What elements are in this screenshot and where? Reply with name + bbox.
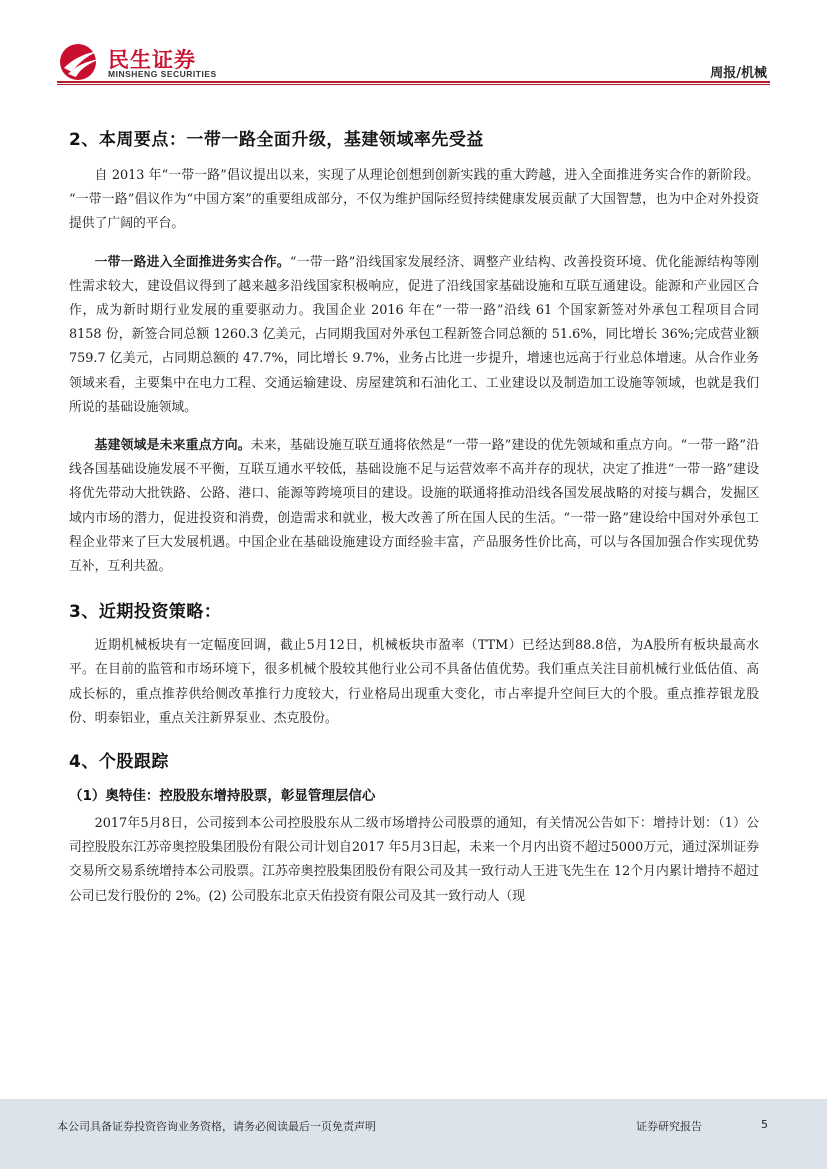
section-2-paragraph-2 — [69, 251, 759, 420]
section-3-title: 3、近期投资策略： — [69, 602, 222, 623]
section-4-title: 4、个股跟踪 — [69, 752, 169, 773]
header-divider-thin — [57, 84, 770, 85]
footer-report-label: 证券研究报告 — [636, 1120, 702, 1133]
paragraph-2-body: “一带一路”沿线国家发展经济、调整产业结构、改善投资环境、优化能源结构等刚性需求较大，建设倡议得到了越来越多沿线国家积极响应，促进了沿线国家基础设施和互联互通建设。能源和产业园区合作，成为新时期行业发展的重要驱动力。我国企业 2016 年在“一带一路”沿线 61 个国家新签对外承包工程项目合同 8158 份，新签合同总额 1260.3 亿美元，占同期我国对外承包工程新签合同总额的 51.6%，同比增长 36%;完成营业额 759.7 亿美元，占同期总额的 47.7%，同比增长 9.7%，业务占比进一步提升，增速也远高于行业总体增速。从合作业务领域来看，主要集中在电力工程、交通运输建设、房屋建筑和石油化工、工业建设以及制造加工设施等领域，也就是我们所说的基础设施领域。 — [69, 254, 759, 415]
report-type: 周报/机械 — [710, 66, 767, 81]
paragraph-2-lead: 一带一路进入全面推进务实合作。 — [94, 254, 290, 270]
section-4-paragraph-1: 2017年5月8日，公司接到本公司控股股东从二级市场增持公司股票的通知，有关情况公告如下：增持计划：（1）公司控股股东江苏帝奥控股集团股份有限公司计划自2017 年5月3日起，未来一个月内出资不超过5000万元，通过深圳证券交易所交易系统增持本公司股票。江苏帝奥控股集团股份有限公司及其一致行动人王进飞先生在 12个月内累计增持不超过公司已发行股份的 2%。(2) 公司股东北京天佑投资有限公司及其一致行动人（现 — [69, 816, 759, 904]
paragraph-3-lead: 基建领域是未来重点方向。 — [94, 438, 251, 454]
section-2-title: 2、本周要点：一带一路全面升级，基建领域率先受益 — [69, 130, 484, 150]
logo-chinese-name: 民生证券 — [108, 48, 196, 72]
page-number: 5 — [761, 1118, 768, 1131]
footer-disclaimer: 本公司具备证券投资咨询业务资格，请务必阅读最后一页免责声明 — [57, 1120, 376, 1133]
section-4-subtitle-1: （1）奥特佳：控股股东增持股票，彰显管理层信心 — [69, 788, 376, 805]
page-header — [0, 0, 827, 90]
section-2-paragraph-1: 自 2013 年“一带一路”倡议提出以来，实现了从理论创想到创新实践的重大跨越，进入全面推进务实合作的新阶段。 “一带一路”倡议作为“中国方案”的重要组成部分，不仅为维护国际经贸持续健康发展贡献了大国智慧，也为中企对外投资提供了广阔的平台。 — [69, 168, 759, 232]
section-2-paragraph-3 — [69, 434, 759, 579]
minsheng-logo-icon — [58, 42, 102, 82]
minsheng-logo — [58, 42, 218, 82]
header-divider — [57, 81, 770, 83]
report-body — [69, 125, 760, 909]
page-footer — [0, 1099, 827, 1169]
section-3-paragraph-1: 近期机械板块有一定幅度回调，截止5月12日，机械板块市盈率（TTM）已经达到88.8倍，为A股所有板块最高水平。在目前的监管和市场环境下，很多机械个股较其他行业公司不具备估值优势。我们重点关注目前机械行业低估值、高成长标的，重点推荐供给侧改革推行力度较大，行业格局出现重大变化，市占率提升空间巨大的个股。重点推荐银龙股份、明泰铝业，重点关注新界泵业、杰克股份。 — [69, 638, 759, 726]
paragraph-3-body: 未来，基础设施互联互通将依然是“一带一路”建设的优先领域和重点方向。“一带一路”沿线各国基础设施发展不平衡，互联互通水平较低，基础设施不足与运营效率不高并存的现状，决定了推进“一带一路”建设将优先带动大批铁路、公路、港口、能源等跨境项目的建设。设施的联通将推动沿线各国发展战略的对接与耦合，发掘区域内市场的潜力，促进投资和消费，创造需求和就业，极大改善了所在国人民的生活。“一带一路”建设给中国对外承包工程企业带来了巨大发展机遇。中国企业在基础设施建设方面经验丰富，产品服务性价比高，可以与各国加强合作实现优势互补，互利共盈。 — [69, 438, 760, 575]
logo-english-name: MINSHENG SECURITIES — [108, 69, 217, 79]
